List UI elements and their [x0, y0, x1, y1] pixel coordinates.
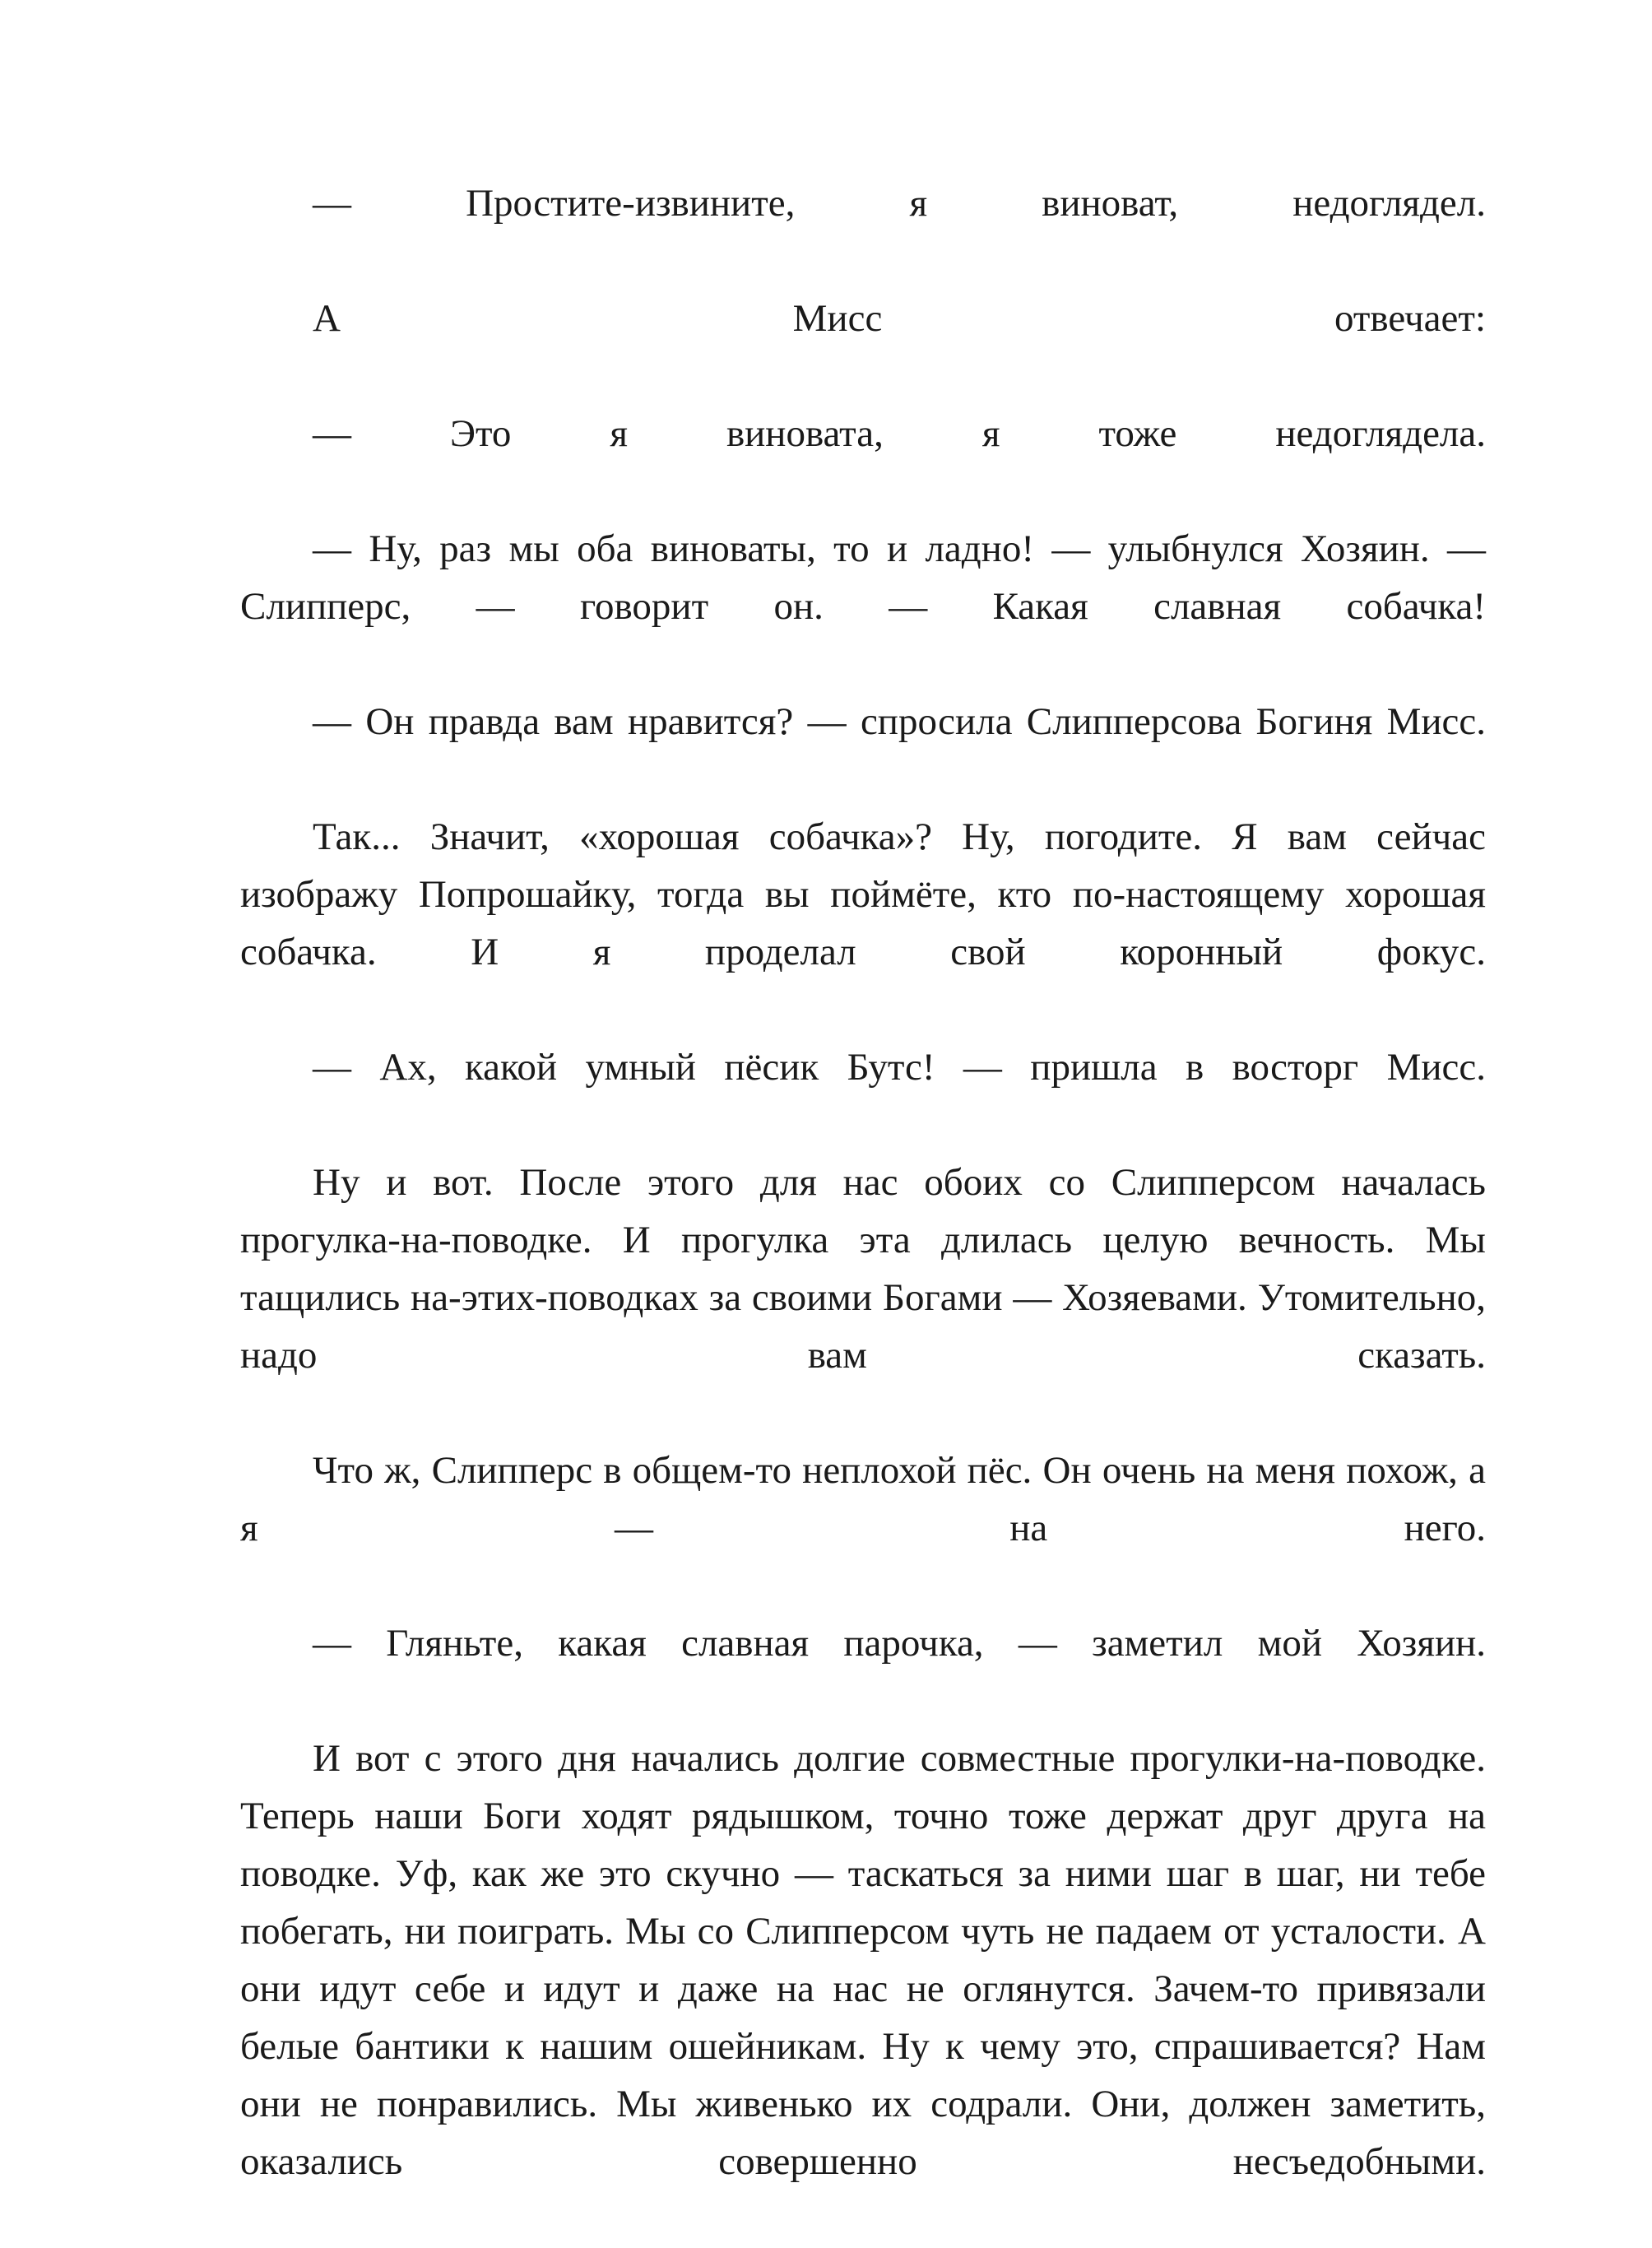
paragraph: — Это я виновата, я тоже недоглядела.	[313, 412, 1486, 455]
paragraph: — Ну, раз мы оба виноваты, то и ладно! — улыбнулся Хозяин. — Слипперс, — говорит он. — Какая славная собачка!	[240, 527, 1486, 628]
paragraph: Что ж, Слипперс в общем-то неплохой пёс. Он очень на меня похож, а я — на него.	[240, 1449, 1486, 1549]
paragraph: — Ах, какой умный пёсик Бутс! — пришла в восторг Мисс.	[313, 1046, 1486, 1089]
paragraph: А Мисс отвечает:	[313, 297, 1486, 340]
body-text-column	[240, 174, 1486, 2248]
paragraph: — Он правда вам нравится? — спросила Слипперсова Богиня Мисс.	[313, 700, 1486, 743]
paragraph: Ну и вот. После этого для нас обоих со Слипперсом началась прогулка-на-поводке. И прогулка эта длилась целую вечность. Мы тащились на-этих-поводках за своими Богами — Хозяевами. Утомительно, надо вам сказать.	[240, 1161, 1486, 1377]
paragraph: — Гляньте, какая славная парочка, — заметил мой Хозяин.	[313, 1622, 1486, 1665]
paragraph: И вот с этого дня начались долгие совместные прогулки-на-поводке. Теперь наши Боги ходят рядышком, точно тоже держат друг друга на поводке. Уф, как же это скучно — таскаться за ними шаг в шаг, ни тебе побегать, ни поиграть. Мы со Слипперсом чуть не падаем от усталости. А они идут себе и идут и даже на нас не оглянутся. Зачем-то привязали белые бантики к нашим ошейникам. Ну к чему это, спрашивается? Нам они не понравились. Мы живенько их содрали. Они, должен заметить, оказались совершенно несъедобными.	[240, 1737, 1486, 2183]
paragraph: — Простите-извините, я виноват, недоглядел.	[313, 182, 1486, 225]
paragraph: Так... Значит, «хорошая собачка»? Ну, погодите. Я вам сейчас изображу Попрошайку, тогда вы поймёте, кто по-настоящему хорошая собачка. И я проделал свой коронный фокус.	[240, 815, 1486, 973]
